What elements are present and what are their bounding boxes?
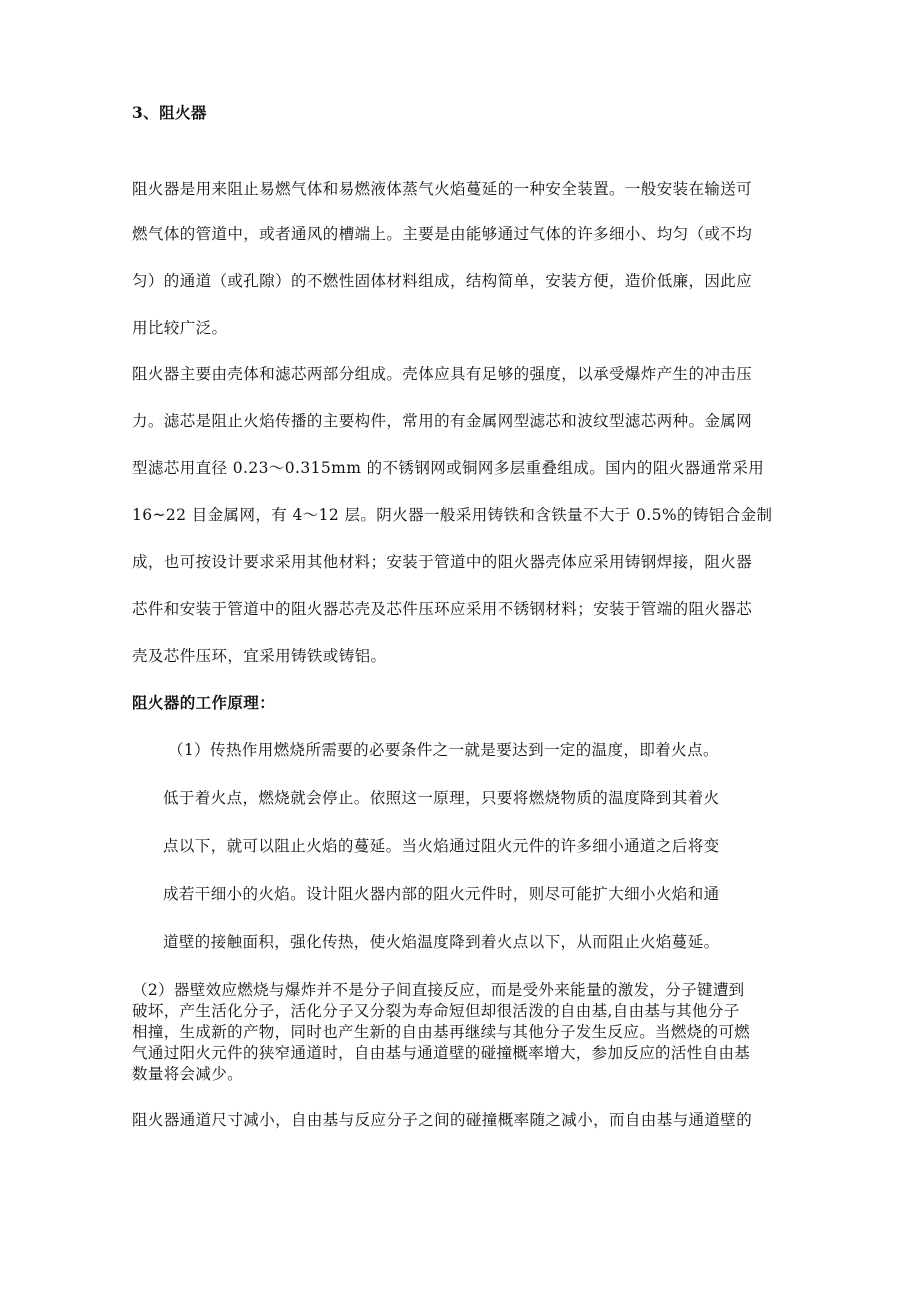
principle-1-line: （1）传热作用燃烧所需要的必要条件之一就是要达到一定的温度，即着火点。 (168, 741, 719, 759)
structure-line: 力。滤芯是阻止火焰传播的主要构件，常用的有金属网型滤芯和波纹型滤芯两种。金属网 (132, 412, 753, 430)
intro-line: 用比较广泛。 (132, 319, 228, 337)
principle-heading: 阻火器的工作原理： (132, 693, 276, 712)
principle-2-line: 数量将会减少。 (132, 1065, 243, 1083)
intro-line: 阻火器是用来阻止易燃气体和易燃液体蒸气火焰蔓延的一种安全装置。一般安装在输送可 (132, 180, 753, 198)
structure-line: 型滤芯用直径 0.23～0.315mm 的不锈钢网或铜网多层重叠组成。国内的阻火器通常采用 (132, 459, 765, 477)
intro-line: 燃气体的管道中，或者通风的槽端上。主要是由能够通过气体的许多细小、均匀（或不均 (132, 225, 753, 243)
principle-2-line: （2）器壁效应燃烧与爆炸并不是分子间直接反应，而是受外来能量的激发，分子键遭到 (132, 981, 745, 999)
structure-line: 阻火器主要由壳体和滤芯两部分组成。壳体应具有足够的强度，以承受爆炸产生的冲击压 (132, 365, 753, 383)
principle-1-line: 道壁的接触面积，强化传热，使火焰温度降到着火点以下，从而阻止火焰蔓延。 (163, 933, 720, 951)
principle-1-line: 低于着火点，燃烧就会停止。依照这一原理，只要将燃烧物质的温度降到其着火 (163, 789, 720, 807)
structure-line: 16~22 目金属网，有 4～12 层。阴火器一般采用铸铁和含铁量不大于 0.5%的铸铝合金制 (132, 506, 773, 524)
principle-2-line: 破坏，产生活化分子，活化分子又分裂为寿命短但却很活泼的自由基,自由基与其他分子 (132, 1002, 740, 1020)
principle-2-line: 气通过阳火元件的狭窄通道时，自由基与通道壁的碰撞概率增大，参加反应的活性自由基 (132, 1044, 751, 1062)
principle-2-line: 相撞，生成新的产物，同时也产生新的自由基再继续与其他分子发生反应。当燃烧的可燃 (132, 1023, 751, 1041)
section-title: 3、阻火器 (132, 103, 207, 122)
principle-1-line: 点以下，就可以阻止火焰的蔓延。当火焰通过阻火元件的许多细小通道之后将变 (163, 837, 720, 855)
intro-line: 匀）的通道（或孔隙）的不燃性固体材料组成，结构简单，安装方便，造价低廉，因此应 (132, 272, 753, 290)
structure-line: 壳及芯件压环，宜采用铸铁或铸铝。 (132, 647, 387, 665)
closing-line: 阻火器通道尺寸减小，自由基与反应分子之间的碰撞概率随之减小，而自由基与通道壁的 (132, 1111, 753, 1129)
structure-line: 成，也可按设计要求采用其他材料；安装于管道中的阻火器壳体应采用铸钢焊接，阻火器 (132, 553, 753, 571)
principle-1-line: 成若干细小的火焰。设计阻火器内部的阻火元件时，则尽可能扩大细小火焰和通 (163, 885, 720, 903)
structure-line: 芯件和安装于管道中的阻火器芯壳及芯件压环应采用不锈钢材料；安装于管端的阻火器芯 (132, 600, 753, 618)
